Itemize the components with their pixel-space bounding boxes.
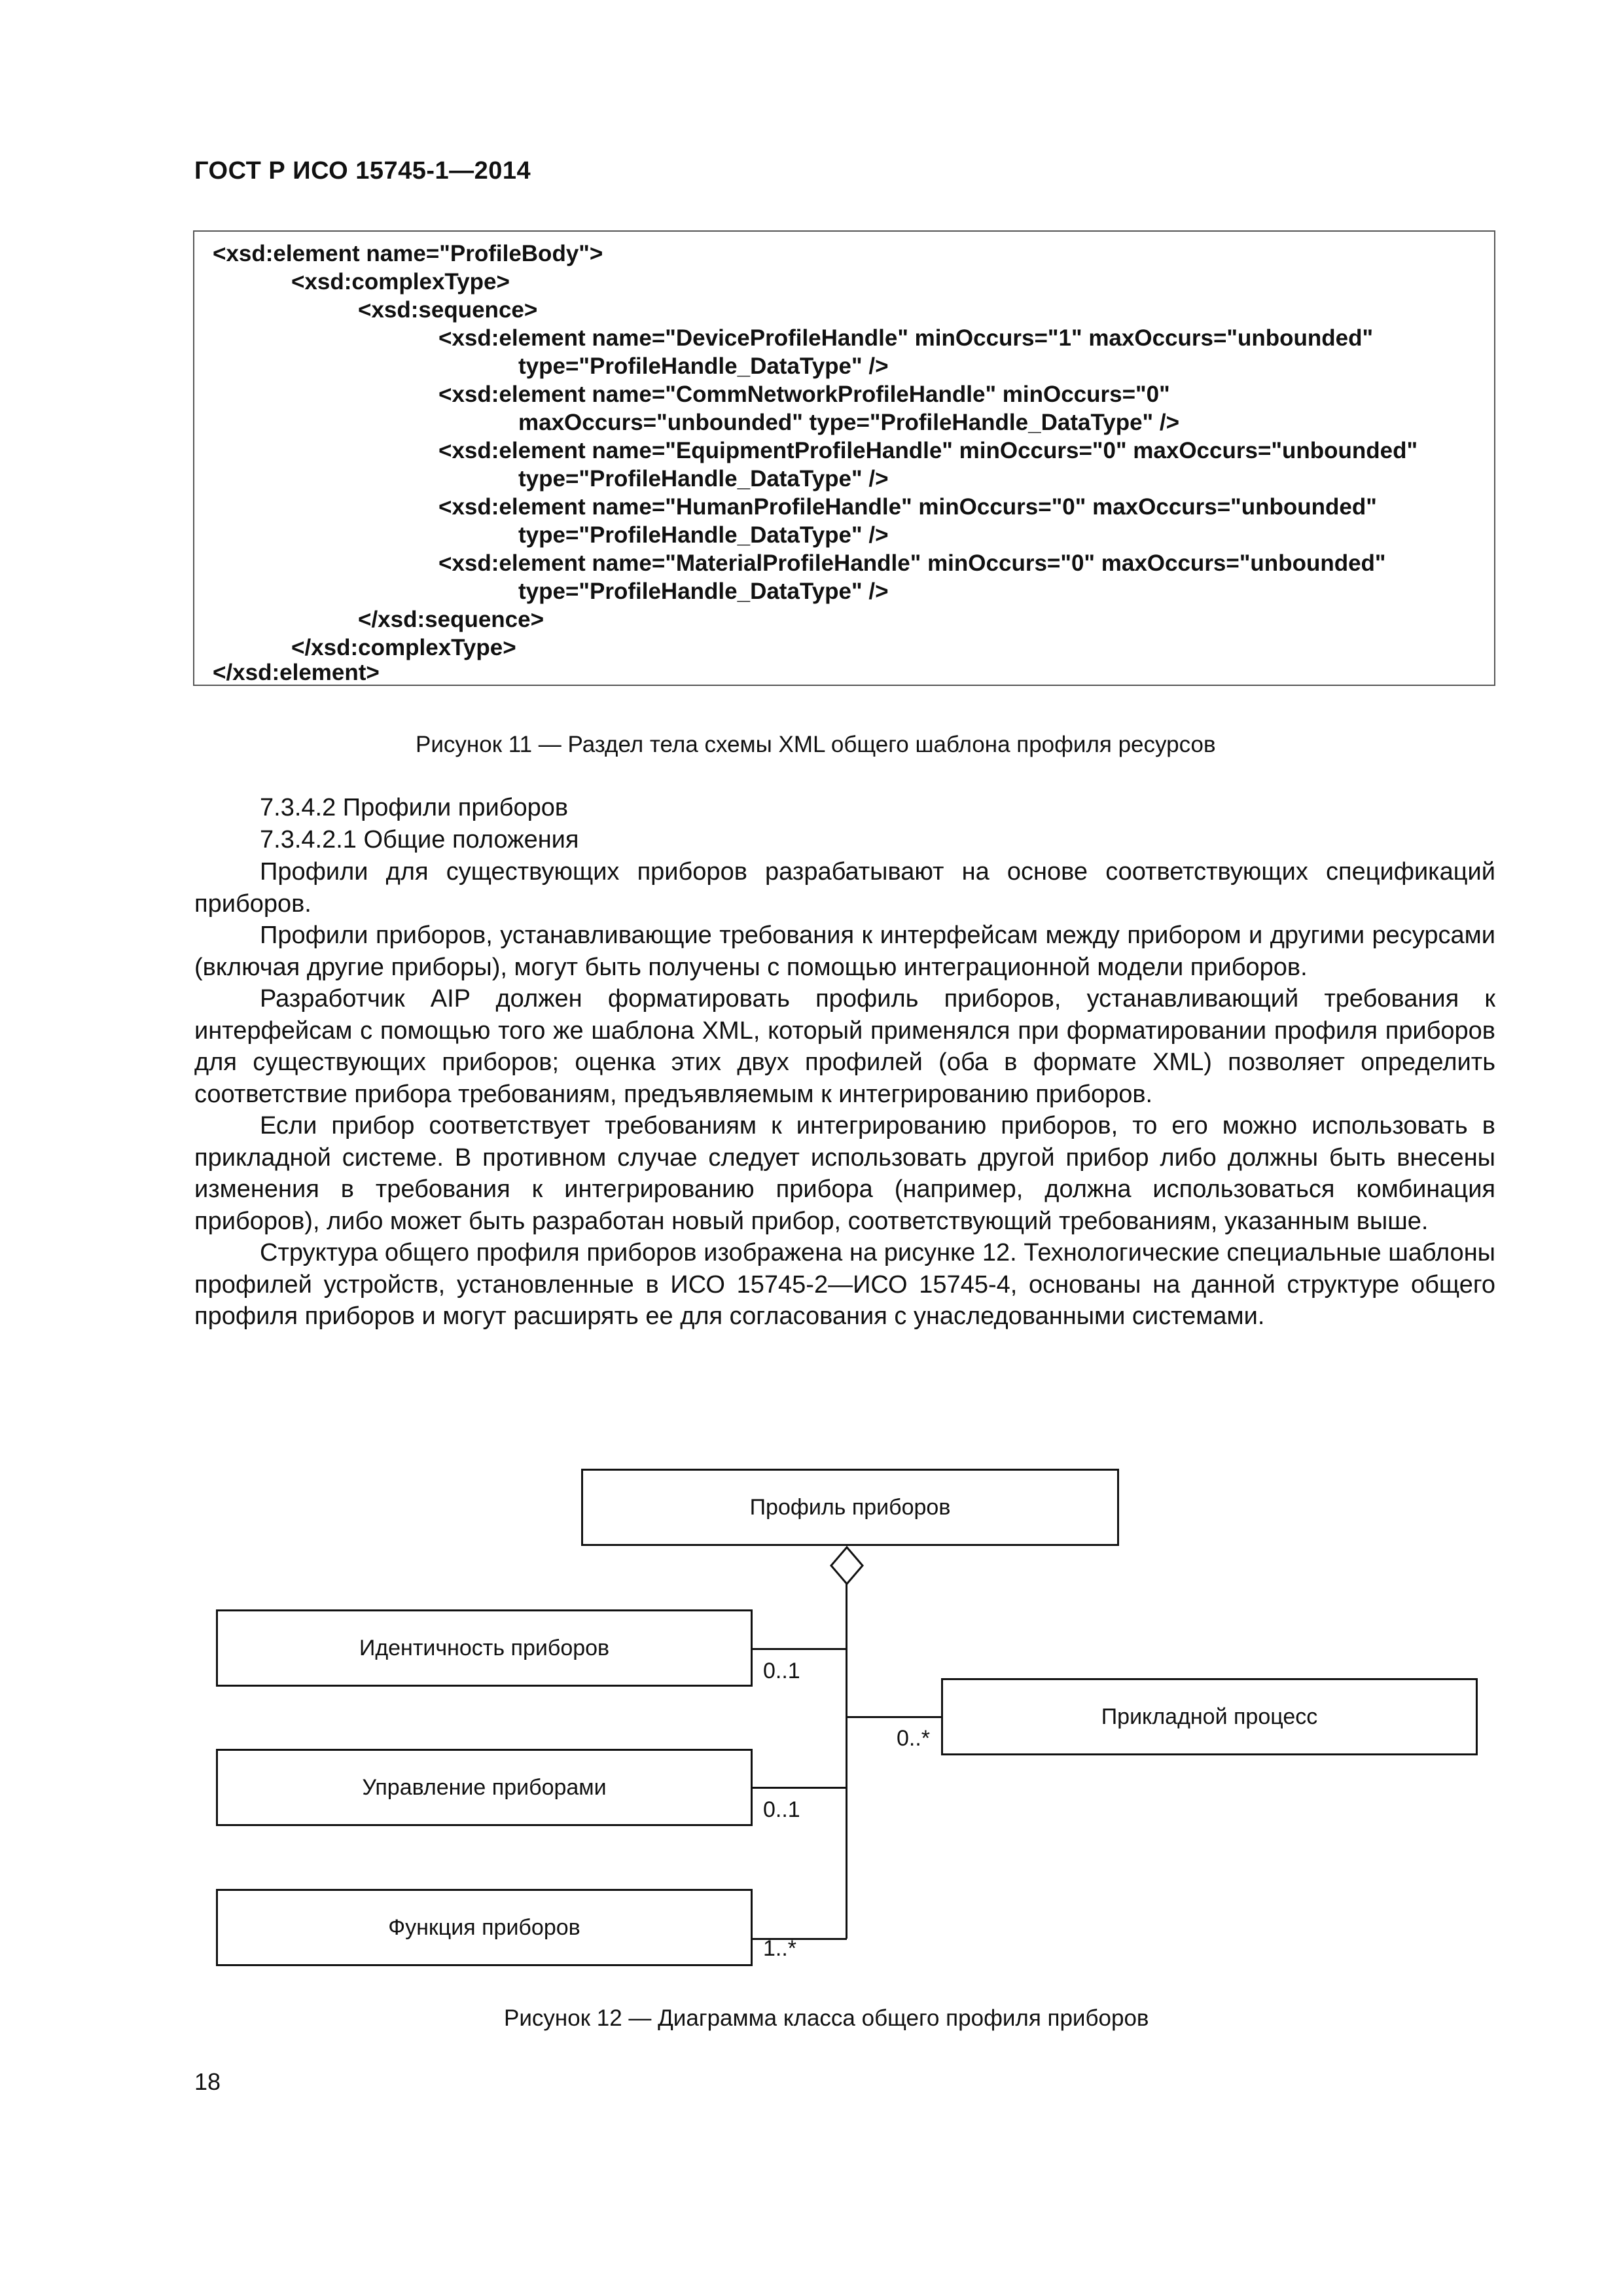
code-line: <xsd:element name="DeviceProfileHandle" minOccurs="1" maxOccurs="unbounded" — [438, 325, 1374, 351]
trunk-line — [846, 1584, 847, 1939]
code-line: </xsd:element> — [213, 660, 380, 685]
page-number: 18 — [194, 2068, 221, 2095]
code-line: type="ProfileHandle_DataType" /> — [518, 522, 889, 548]
connector-management — [753, 1787, 847, 1789]
paragraph: Если прибор соответствует требованиям к интегрированию приборов, то его можно использовать в прикладной системе. В противном случае следует использовать другой прибор либо должны быть внесены изменения в требования к интегрированию прибора (например, должна использоваться комбинация приборов), либо может быть разработан новый прибор, соответствующий требованиям, указанным выше. — [194, 1112, 1495, 1235]
multiplicity-function: 1..* — [763, 1936, 797, 1961]
device-identity-box: Идентичность приборов — [216, 1609, 753, 1687]
code-line: type="ProfileHandle_DataType" /> — [518, 579, 889, 604]
multiplicity-identity: 0..1 — [763, 1659, 800, 1683]
code-line: type="ProfileHandle_DataType" /> — [518, 353, 889, 379]
document-header: ГОСТ Р ИСО 15745-1—2014 — [194, 157, 531, 185]
subsection-heading: 7.3.4.2.1 Общие положения — [260, 826, 579, 853]
body-text — [194, 856, 1495, 1333]
paragraph: Разработчик AIP должен форматировать профиль приборов, устанавливающий требования к интерфейсам с помощью того же шаблона XML, который применялся при форматировании профиля приборов для существующих приборов; оценка этих двух профилей (оба в формате XML) позволяет определить соответствие прибора требованиям, предъявляемым к интегрированию приборов. — [194, 985, 1495, 1108]
device-function-box: Функция приборов — [216, 1889, 753, 1966]
connector-process — [846, 1716, 941, 1718]
multiplicity-management: 0..1 — [763, 1797, 800, 1822]
paragraph: Профили приборов, устанавливающие требования к интерфейсам между прибором и другими ресурсами (включая другие приборы), могут быть получены с помощью интеграционной модели приборов. — [194, 922, 1495, 981]
code-line: maxOccurs="unbounded" type="ProfileHandle_DataType" /> — [518, 410, 1180, 435]
aggregation-diamond-icon — [829, 1546, 865, 1585]
section-heading: 7.3.4.2 Профили приборов — [260, 794, 569, 821]
paragraph: Структура общего профиля приборов изображена на рисунке 12. Технологические специальные шаблоны профилей устройств, установленные в ИСО 15745-2—ИСО 15745-4, основаны на данной структуре общего профиля приборов и могут расширять ее для согласования с унаследованными системами. — [194, 1239, 1495, 1330]
multiplicity-process: 0..* — [897, 1726, 931, 1751]
application-process-box: Прикладной процесс — [941, 1678, 1478, 1755]
code-line: </xsd:complexType> — [291, 635, 516, 660]
code-line: <xsd:element name="CommNetworkProfileHandle" minOccurs="0" — [438, 382, 1170, 407]
code-line: <xsd:sequence> — [358, 297, 538, 323]
code-line: <xsd:element name="HumanProfileHandle" minOccurs="0" maxOccurs="unbounded" — [438, 494, 1377, 520]
code-line: </xsd:sequence> — [358, 607, 544, 632]
figure-12-caption: Рисунок 12 — Диаграмма класса общего профиля приборов — [504, 2005, 1149, 2031]
connector-identity — [753, 1648, 847, 1650]
code-line: <xsd:element name="ProfileBody"> — [213, 241, 603, 266]
device-profile-box: Профиль приборов — [581, 1469, 1119, 1546]
paragraph: Профили для существующих приборов разрабатывают на основе соответствующих спецификаций приборов. — [194, 858, 1495, 918]
code-line: <xsd:element name="MaterialProfileHandle" minOccurs="0" maxOccurs="unbounded" — [438, 550, 1386, 576]
code-line: <xsd:complexType> — [291, 269, 510, 295]
code-line: <xsd:element name="EquipmentProfileHandle" minOccurs="0" maxOccurs="unbounded" — [438, 438, 1418, 463]
figure-11-caption: Рисунок 11 — Раздел тела схемы XML общего шаблона профиля ресурсов — [416, 732, 1216, 757]
xml-code-box — [193, 230, 1495, 686]
code-line: type="ProfileHandle_DataType" /> — [518, 466, 889, 492]
device-management-box: Управление приборами — [216, 1749, 753, 1826]
